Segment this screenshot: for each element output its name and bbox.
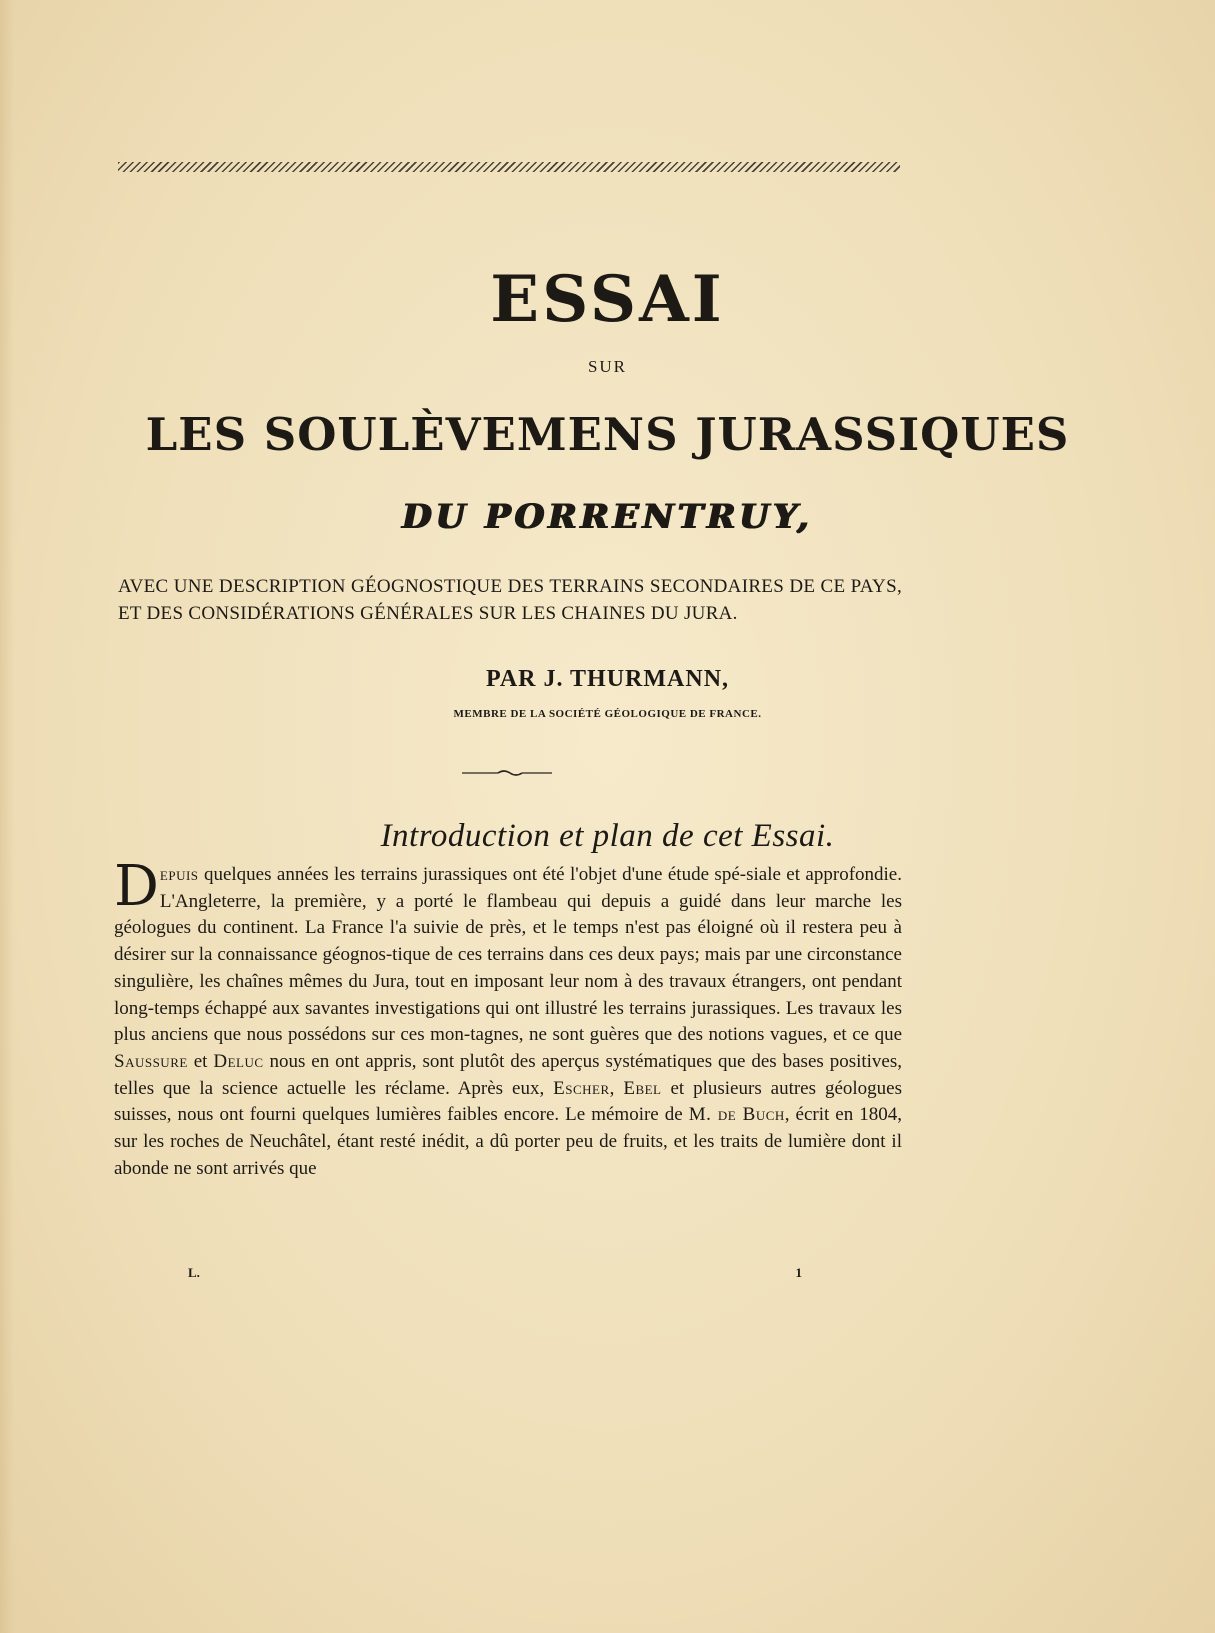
body-paragraph <box>114 854 902 1182</box>
name-de-buch: M. de Buch <box>688 1104 785 1126</box>
place-name: DU PORRENTRUY, <box>402 497 813 537</box>
subtitle: AVEC UNE DESCRIPTION GÉOGNOSTIQUE DES TERRAINS SECONDAIRES DE CE PAYS, ET DES CONSIDÉRATIONS GÉNÉRALES SUR LES CHAINES DU JURA. <box>118 576 902 624</box>
title-connector: SUR <box>587 357 628 376</box>
name-escher: Escher <box>553 1077 610 1099</box>
first-word-smallcaps: epuis <box>159 864 199 885</box>
body-text-part: quelques années les terrains jurassiques ont été l'objet d'une étude spé-siale et approfondie. L'Angleterre, la première, y a porté le flambeau qui depuis a guidé dans leur marche les géologues du continent. La France l'a suivie de près, et le temps n'est pas éloigné où il restera peu à désirer sur la connaissance géognos-tique de ces terrains dans ces deux pays; mais par une circonstance singulière, les chaînes mêmes du Jura, tout en imposant leur nom à des travaux étrangers, ont pendant long-temps échappé aux savantes investigations qui ont illustré les terrains jurassiques. Les travaux les plus anciens que nous possédons sur ces mon-tagnes, ne sont guères que des notions vagues, et ce que <box>114 864 902 1046</box>
body-text-part: , écrit en 1804, sur les roches de Neuchâtel, étant resté inédit, a dû porter peu de fruits, et les traits de lumière dont il abonde ne sont arrivés que <box>114 1104 902 1179</box>
body-text-part: et <box>187 1050 214 1072</box>
page-number: 1 <box>795 1265 802 1280</box>
name-ebel: Ebel <box>623 1077 662 1099</box>
drop-cap: D <box>114 854 159 919</box>
title: ESSAI <box>490 262 725 337</box>
section-heading: Introduction et plan de cet Essai. <box>380 818 835 854</box>
body-text-part: et plusieurs autres géologues suisses, nous ont fourni quelques lumières faibles encore. Le mémoire de <box>114 1077 902 1126</box>
page-edge-shadow <box>0 0 14 1633</box>
signature-mark: L. <box>188 1265 200 1280</box>
name-deluc: Deluc <box>213 1050 264 1072</box>
body-text-part: nous en ont appris, sont plutôt des aperçus systématiques que des bases positives, telles que la science actuelle les réclame. Après eux, <box>114 1050 902 1099</box>
author-line: PAR J. THURMANN, <box>485 666 730 692</box>
top-ornamental-rule <box>118 162 900 172</box>
name-saussure: Saussure <box>114 1050 188 1072</box>
ornament-divider <box>462 769 552 777</box>
author-affiliation: MEMBRE DE LA SOCIÉTÉ GÉOLOGIQUE DE FRANCE. <box>453 708 762 720</box>
body-text-part: , <box>609 1077 624 1099</box>
main-title: LES SOULÈVEMENS JURASSIQUES <box>145 408 1070 461</box>
page-footer <box>188 1265 802 1281</box>
